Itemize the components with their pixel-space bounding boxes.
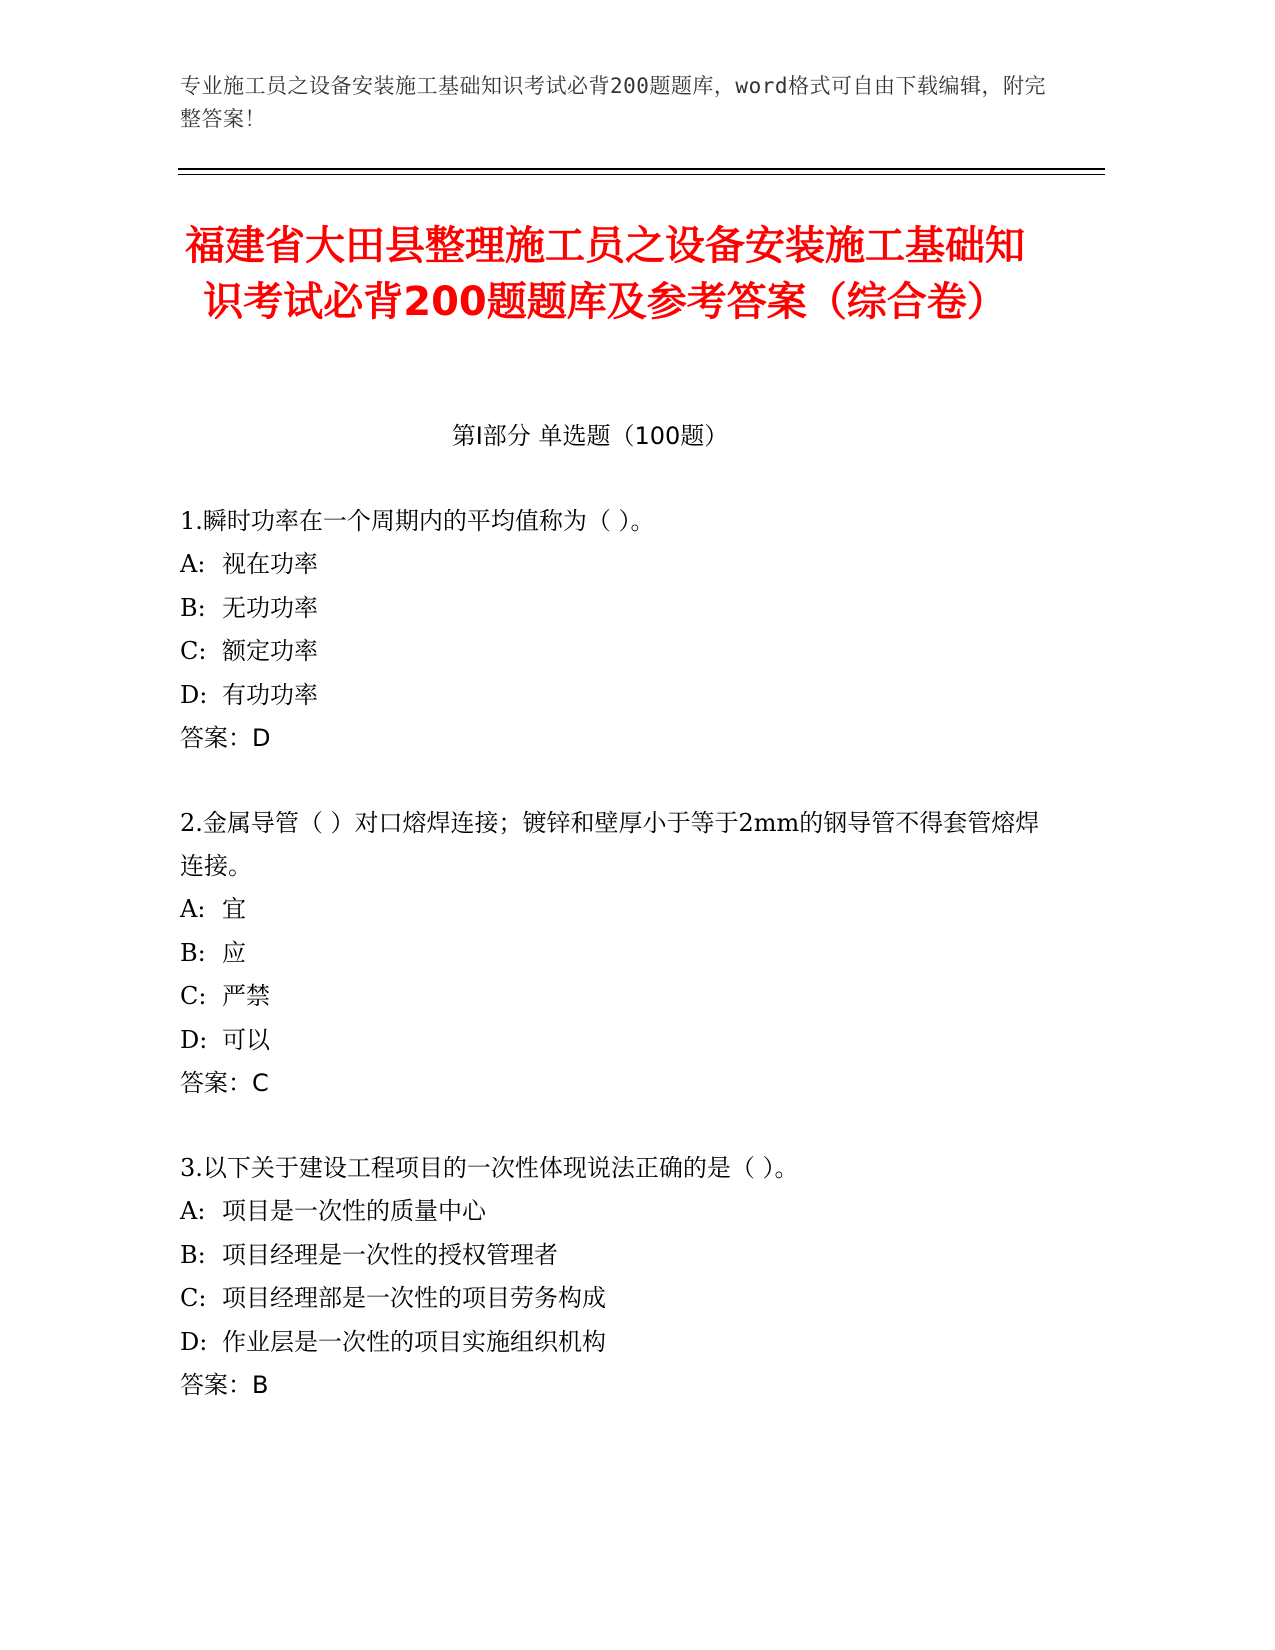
option-d xyxy=(180,1321,1040,1365)
question-stem: 1.瞬时功率在一个周期内的平均值称为（ ）。 xyxy=(180,507,655,535)
option-key: D: xyxy=(180,680,208,709)
option-key: C: xyxy=(180,637,207,665)
answer-line: 答案：B xyxy=(180,1371,269,1399)
option-a xyxy=(180,1190,1040,1234)
option-b xyxy=(180,1234,1040,1278)
option-key: B: xyxy=(180,938,206,967)
option-c xyxy=(180,1277,1040,1321)
answer-line: 答案：C xyxy=(180,1069,269,1097)
option-text: 项目是一次性的质量中心 xyxy=(222,1197,486,1225)
option-key: D: xyxy=(180,1327,208,1356)
option-key: C: xyxy=(180,1284,207,1312)
question-item xyxy=(180,802,1040,1105)
option-d xyxy=(180,674,1040,718)
question-stem: 2.金属导管（ ）对口熔焊连接；镀锌和壁厚小于等于2mm的钢导管不得套管熔焊连接。 xyxy=(180,809,1040,880)
option-text: 项目经理部是一次性的项目劳务构成 xyxy=(222,1284,606,1312)
option-key: B: xyxy=(180,593,206,622)
question-list xyxy=(180,500,1040,1449)
option-key: D: xyxy=(180,1025,208,1054)
question-item xyxy=(180,500,1040,760)
option-b xyxy=(180,587,1040,631)
option-c xyxy=(180,630,1040,674)
header-note: 专业施工员之设备安装施工基础知识考试必背200题题库，word格式可自由下载编辑，附完整答案！ xyxy=(180,74,1046,131)
question-stem: 3.以下关于建设工程项目的一次性体现说法正确的是（ ）。 xyxy=(180,1154,799,1182)
option-d xyxy=(180,1019,1040,1063)
option-key: A: xyxy=(180,895,206,923)
option-key: B: xyxy=(180,1240,206,1269)
option-text: 项目经理是一次性的授权管理者 xyxy=(222,1240,558,1269)
option-a xyxy=(180,888,1040,932)
header-divider-thick xyxy=(178,168,1105,170)
option-key: A: xyxy=(180,550,206,578)
document-title: 福建省大田县整理施工员之设备安装施工基础知识考试必背200题题库及参考答案（综合卷） xyxy=(185,223,1025,325)
section-heading: 第I部分 单选题（100题） xyxy=(451,422,729,450)
option-a xyxy=(180,543,1040,587)
option-text: 有功功率 xyxy=(222,680,318,709)
option-text: 额定功率 xyxy=(222,637,318,665)
option-text: 严禁 xyxy=(222,982,270,1010)
option-key: A: xyxy=(180,1197,206,1225)
question-item xyxy=(180,1147,1040,1407)
option-text: 无功功率 xyxy=(222,593,318,622)
option-text: 作业层是一次性的项目实施组织机构 xyxy=(222,1327,606,1356)
option-text: 视在功率 xyxy=(222,550,318,578)
option-c xyxy=(180,975,1040,1019)
option-text: 可以 xyxy=(222,1025,270,1054)
answer-line: 答案：D xyxy=(180,724,271,752)
option-b xyxy=(180,932,1040,976)
option-text: 应 xyxy=(222,938,246,967)
option-key: C: xyxy=(180,982,207,1010)
header-divider-thin xyxy=(178,174,1105,175)
option-text: 宜 xyxy=(222,895,246,923)
